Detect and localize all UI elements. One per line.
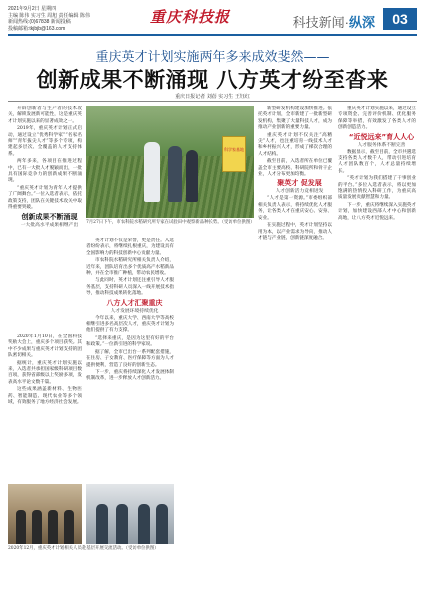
person-figure	[138, 504, 150, 544]
bottom-photo-right	[86, 484, 174, 544]
paragraph: 数据显示，截至目前，全市共遴选支持各类人才数千人，带动引进培育人才团队数百个，人才总量持续增长。	[338, 149, 416, 174]
column-1	[8, 106, 82, 332]
subhead-gather-sub: 人才创新活力竞相迸发	[275, 189, 324, 195]
paragraph: 重庆英才计划实施以来，通过设立专项资金、完善评价机制、优化服务保障等举措，有效激发了各类人才的创新创造活力。	[338, 106, 416, 131]
section-title: 科技新闻·纵深	[292, 15, 375, 30]
subhead-attract: “近悦远来”育人人心	[348, 132, 415, 141]
subhead-talent: 八方人才汇聚重庆	[106, 298, 163, 307]
paragraph: 截至目前，入选者所在单位已覆盖全市主要高校、科研院所和骨干企业，人才分布更加均衡。	[258, 159, 332, 178]
person-figure	[116, 504, 128, 544]
person-figure	[144, 142, 160, 202]
paragraph: 2020年1月10日，在全国科技奖励大会上，重庆多个项目获奖。其中不少成果与重庆英才计划支持的团队密切相关。	[8, 334, 82, 359]
field-sign	[222, 136, 246, 172]
paragraph: 据统计，重庆英才计划实施以来，入选者共承担国家级科研项目数百项，获得省部级以上奖励多项，发表高水平论文数千篇。	[8, 360, 82, 385]
paragraph: 英才计划不仅是荣誉，更是责任。入选者纷纷表示，将继续扎根重庆，为建设具有全国影响力的科技创新中心贡献力量。	[86, 238, 174, 256]
section-prefix: 科技新闻	[292, 15, 345, 30]
person-figure	[96, 504, 108, 544]
phone-line: 新闻热线:(0)67838 新闻投稿	[8, 19, 71, 25]
subhead-talent-sub: 人才发展环境持续优化	[110, 308, 159, 314]
person-figure	[186, 150, 198, 202]
article-byline: 重庆日报记者 刘蓓 实习生 王钰红	[175, 94, 250, 100]
issue-date: 2021年9月2日 星期四	[8, 6, 57, 12]
paragraph: 这些成果涵盖新材料、生物医药、智能制造、现代农业等多个领域，有效服务了地方经济社会发展。	[8, 387, 82, 406]
paragraph: “人才是第一资源。”市委组织部相关负责人表示，将持续优化人才服务，让各类人才在重庆安心、安身、安业。	[258, 196, 332, 221]
bottom-photo-left	[8, 484, 82, 544]
masthead	[0, 0, 425, 42]
paragraph: 重庆英才计划不仅关注“高精尖”人才，也注重培育一线技术人才和乡村振兴人才，形成了梯次合理的人才结构。	[258, 132, 332, 157]
field-sign-text: 科学家基地	[224, 147, 244, 152]
paragraph: 在实施过程中，英才计划坚持以用为本，以产业需求为导向，推动人才链与产业链、创新链深度融合。	[258, 223, 332, 241]
paragraph: “重庆英才计划为青年人才提供了广阔舞台。”一位入选者表示，依托政策支持，团队在关键技术攻关中取得重要突破。	[8, 185, 82, 211]
subhead-gather: 聚英才 促发展	[277, 179, 322, 188]
column-1-continued	[8, 334, 82, 482]
paragraph: 2019年，重庆英才计划正式启动，通过设立“优秀科学家”“名家名师”“青年拔尖人才”等多个专项，构建起多层次、全覆盖的人才支持体系。	[8, 126, 82, 157]
subhead-attract-sub: 人才服务体系不断完善	[357, 142, 406, 148]
paragraph: 与此同时，英才计划还注重引导人才服务基层，支持科研人员深入一线开展技术指导，推动科技成果转化落地。	[86, 278, 174, 297]
masthead-meta	[8, 6, 108, 32]
article-headline: 创新成果不断涌现 八方英才纷至沓来	[36, 68, 389, 92]
column-3	[258, 106, 332, 592]
subhead-innovation: 创新成果不断涌现	[21, 212, 78, 221]
person-figure	[48, 510, 58, 544]
paragraph: 下一步，重庆将继续深入实施英才计划，加快建设西部人才中心和创新高地，让八方英才近悦远来。	[338, 202, 416, 221]
main-photo-caption: 7月27日下午，市农科院水稻研究所专家在试验田中观察新品种长势。（受访单位供图）	[86, 220, 255, 225]
paragraph: 两年多来，各项目在推进过程中，已有一大批人才脱颖而出，一批具有国际竞争力的创新成果不断涌现。	[8, 159, 82, 184]
person-figure	[32, 510, 42, 544]
main-photo	[86, 106, 254, 218]
masthead-rule	[8, 34, 417, 36]
column-middle	[86, 238, 174, 482]
article-kicker: 重庆英才计划实施两年多来成效斐然——	[95, 50, 330, 65]
paragraph: 下一步，重庆将持续深化人才发展体制机制改革，进一步释放人才创新活力。	[86, 369, 174, 382]
paragraph: 开辟创新者与生产者的技术攻关，解锁发展新可能性，这是重庆英才计划实施以来的显著成效之一。	[8, 106, 82, 124]
email-line: 投稿邮箱:tkjbjb@163.com	[8, 25, 66, 32]
section-name: 纵深	[348, 15, 375, 30]
person-figure	[168, 146, 182, 202]
headline-rule	[8, 101, 417, 102]
person-figure	[156, 504, 168, 544]
paragraph: 据了解，全市已出台一系列配套措施，在住房、子女教育、医疗保障等方面为人才提供便利，营造了良好的创新生态。	[86, 349, 174, 368]
paragraph: 市农科院水稻研究所相关负责人介绍，近年来，团队培育出多个优质高产水稻新品种，并在全市推广种植，带动农民增收。	[86, 258, 174, 277]
subhead-innovation-sub: 一大批高水平成果相继产出	[20, 222, 79, 228]
page-number: 03	[383, 8, 417, 30]
column-4	[338, 106, 416, 592]
editor-line: 主编 陈伟 实习生 周旭 责任编辑 陈伟	[8, 12, 90, 19]
paragraph: 新型研发机构建设加快推进。依托英才计划，全市新建了一批新型研发机构，集聚了大量科技人才，成为推动产业创新的重要力量。	[258, 106, 332, 131]
newspaper-logo: 重庆科技报	[150, 8, 231, 26]
bottom-photo-caption: 2020年12月，重庆英才计划相关人员赴基层开展交流活动。（受访单位供图）	[8, 546, 159, 551]
person-figure	[64, 510, 74, 544]
paragraph: 今年以来，重庆大学、西南大学等高校相继引进多名高层次人才，重庆英才计划为他们提供了有力支撑。	[86, 315, 174, 334]
person-figure	[16, 510, 26, 544]
paragraph: “选择来重庆，是因为这里有好的平台和政策。”一位新引进的科学家说。	[86, 335, 174, 348]
paragraph: “英才计划为我们搭建了干事创业的平台。”多位入选者表示，将以更加饱满的热情投入科研工作，为重庆高质量发展贡献智慧和力量。	[338, 176, 416, 201]
